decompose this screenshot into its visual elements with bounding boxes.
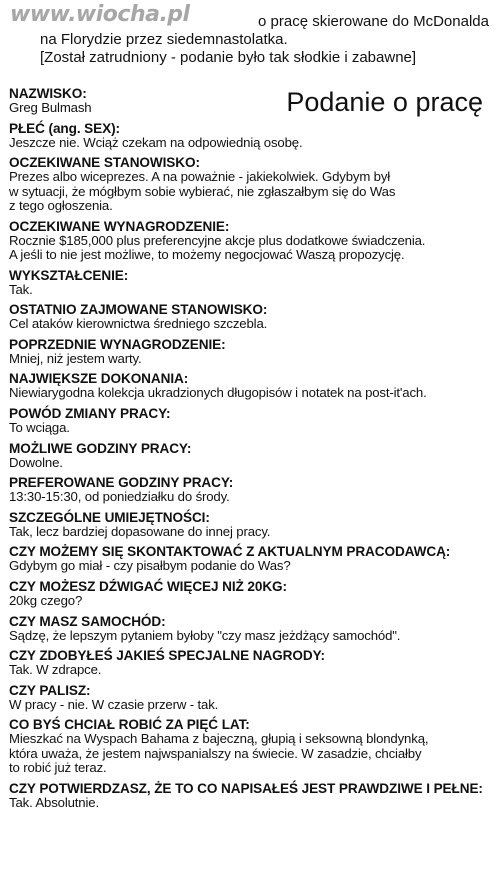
field-label: CZY MOŻEMY SIĘ SKONTAKTOWAĆ Z AKTUALNYM PRACODAWCĄ: [9, 544, 451, 560]
field-answer: Tak. W zdrapce. [9, 662, 102, 678]
form-field [9, 441, 496, 470]
field-answer: Gdybym go miał - czy pisałbym podanie do Was? [9, 558, 291, 574]
field-label: CZY PALISZ: [9, 682, 91, 698]
form-field [9, 219, 496, 263]
header-line-2: na Florydzie przez siedemnastolatka. [40, 31, 288, 48]
field-answer: Greg Bulmash [9, 100, 92, 115]
field-label: OSTATNIO ZAJMOWANE STANOWISKO: [9, 302, 268, 318]
form-field [9, 683, 496, 712]
form-field [9, 268, 496, 297]
field-answer: Dowolne. [9, 454, 63, 470]
field-label: CZY MOŻESZ DŹWIGAĆ WIĘCEJ NIŻ 20KG: [9, 578, 287, 594]
application-form [9, 86, 496, 815]
field-answer: W pracy - nie. W czasie przerw - tak. [9, 696, 219, 712]
field-answer: Prezes albo wiceprezes. A na poważnie - jakiekolwiek. Gdybym był w sytuacji, że mógłbym sobie wybierać, nie zgłaszałbym się do Was z tego ogłoszenia. [9, 169, 396, 213]
header-line-1: o pracę skierowane do McDonalda [258, 13, 489, 30]
field-label: WYKSZTAŁCENIE: [9, 267, 129, 283]
form-field [9, 371, 496, 400]
form-field [9, 302, 496, 331]
field-label: OCZEKIWANE WYNAGRODZENIE: [9, 218, 230, 234]
field-label: POPRZEDNIE WYNAGRODZENIE: [9, 336, 226, 352]
form-field [9, 155, 496, 213]
form-field [9, 475, 496, 504]
form-field [9, 337, 496, 366]
field-label: CZY ZDOBYŁEŚ JAKIEŚ SPECJALNE NAGRODY: [9, 648, 325, 664]
field-answer: Rocznie $185,000 plus preferencyjne akcje plus dodatkowe świadczenia. A jeśli to nie jest możliwe, to możemy negocjować Waszą propozycję. [9, 232, 426, 262]
field-answer: 20kg czego? [9, 592, 83, 608]
form-field [9, 121, 496, 150]
field-label: MOŻLIWE GODZINY PRACY: [9, 440, 192, 456]
field-answer: Mniej, niż jestem warty. [9, 350, 142, 366]
site-watermark: www.wiocha.pl [10, 2, 190, 27]
field-answer: Mieszkać na Wyspach Bahama z bajeczną, głupią i seksowną blondynką, która uważa, że jestem najwspanialszy na świecie. W zasadzie, chciałby to robić już teraz. [9, 731, 429, 776]
field-answer: Niewiarygodna kolekcja ukradzionych długopisów i notatek na post-it'ach. [9, 385, 427, 401]
field-answer: Tak. [9, 281, 33, 297]
field-label: POWÓD ZMIANY PRACY: [9, 405, 171, 421]
field-answer: Cel ataków kierownictwa średniego szczebla. [9, 316, 268, 332]
form-field [9, 648, 496, 677]
form-field [9, 86, 496, 115]
form-field [9, 614, 496, 643]
form-field [9, 510, 496, 539]
field-label: CZY POTWIERDZASZ, ŻE TO CO NAPISAŁEŚ JEST PRAWDZIWE I PEŁNE: [9, 780, 483, 796]
form-field [9, 544, 496, 573]
field-label: PŁEĆ (ang. SEX): [9, 120, 120, 136]
form-field [9, 717, 496, 775]
field-answer: Tak, lecz bardziej dopasowane do innej pracy. [9, 523, 271, 539]
form-field [9, 406, 496, 435]
header-line-3: [Został zatrudniony - podanie było tak słodkie i zabawne] [40, 49, 417, 66]
field-answer: Sądzę, że lepszym pytaniem byłoby "czy masz jeżdżący samochód". [9, 627, 401, 643]
field-answer: 13:30-15:30, od poniedziałku do środy. [9, 489, 230, 505]
field-label: NAJWIĘKSZE DOKONANIA: [9, 371, 189, 387]
field-answer: To wciąga. [9, 419, 70, 435]
document-header [10, 2, 495, 72]
field-answer: Tak. Absolutnie. [9, 794, 99, 810]
form-field [9, 579, 496, 608]
field-label: CO BYŚ CHCIAŁ ROBIĆ ZA PIĘĆ LAT: [9, 717, 250, 733]
document-title: Podanie o pracę [286, 87, 483, 117]
field-label: PREFEROWANE GODZINY PRACY: [9, 475, 234, 491]
field-label: SZCZEGÓLNE UMIEJĘTNOŚCI: [9, 509, 210, 525]
field-label: CZY MASZ SAMOCHÓD: [9, 613, 166, 629]
field-label: OCZEKIWANE STANOWISKO: [9, 155, 200, 171]
field-answer: Jeszcze nie. Wciąż czekam na odpowiednią osobę. [9, 134, 303, 150]
field-label: NAZWISKO: [9, 86, 87, 101]
form-field [9, 781, 496, 810]
